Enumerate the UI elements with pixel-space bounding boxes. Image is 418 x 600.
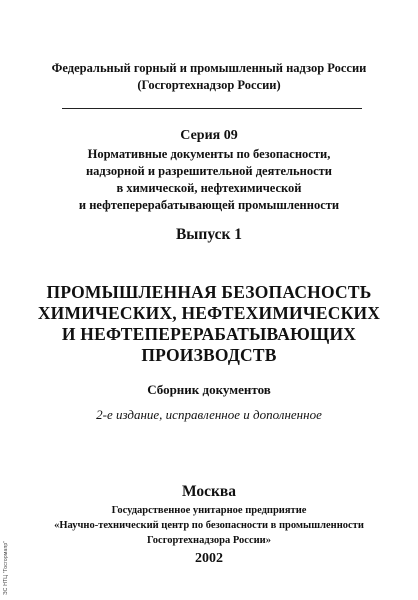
series-title: Серия 09 xyxy=(180,128,238,143)
side-stamp: ЭС НТЦ "Госгормапр" xyxy=(3,540,9,595)
main-title-line-3: И НЕФТЕПЕРЕРАБАТЫВАЮЩИХ xyxy=(61,324,357,344)
top-divider xyxy=(62,108,362,109)
agency-line-1: Федеральный горный и промышленный надзор России xyxy=(51,61,367,75)
issue-number: Выпуск 1 xyxy=(175,226,243,243)
publisher-line-2: «Научно-технический центр по безопасности в промышленности xyxy=(54,520,364,531)
agency-line-2: (Госгортехнадзор России) xyxy=(137,78,281,92)
edition-note: 2-е издание, исправленное и дополненное xyxy=(96,407,322,422)
series-desc-line-1: Нормативные документы по безопасности, xyxy=(87,147,331,161)
publisher-line-3: Госгортехнадзора России» xyxy=(147,535,271,546)
publisher-line-1: Государственное унитарное предприятие xyxy=(111,505,307,516)
publisher-city: Москва xyxy=(181,483,237,500)
collection-subtitle: Сборник документов xyxy=(147,382,271,397)
main-title-line-4: ПРОИЗВОДСТВ xyxy=(141,345,277,365)
main-title-line-1: ПРОМЫШЛЕННАЯ БЕЗОПАСНОСТЬ xyxy=(46,282,372,302)
main-title-line-2: ХИМИЧЕСКИХ, НЕФТЕХИМИЧЕСКИХ xyxy=(37,303,381,323)
series-desc-line-3: в химической, нефтехимической xyxy=(116,181,302,195)
series-desc-line-4: и нефтеперерабатывающей промышленности xyxy=(78,198,340,212)
series-desc-line-2: надзорной и разрешительной деятельности xyxy=(85,164,333,178)
publication-year: 2002 xyxy=(195,551,223,566)
